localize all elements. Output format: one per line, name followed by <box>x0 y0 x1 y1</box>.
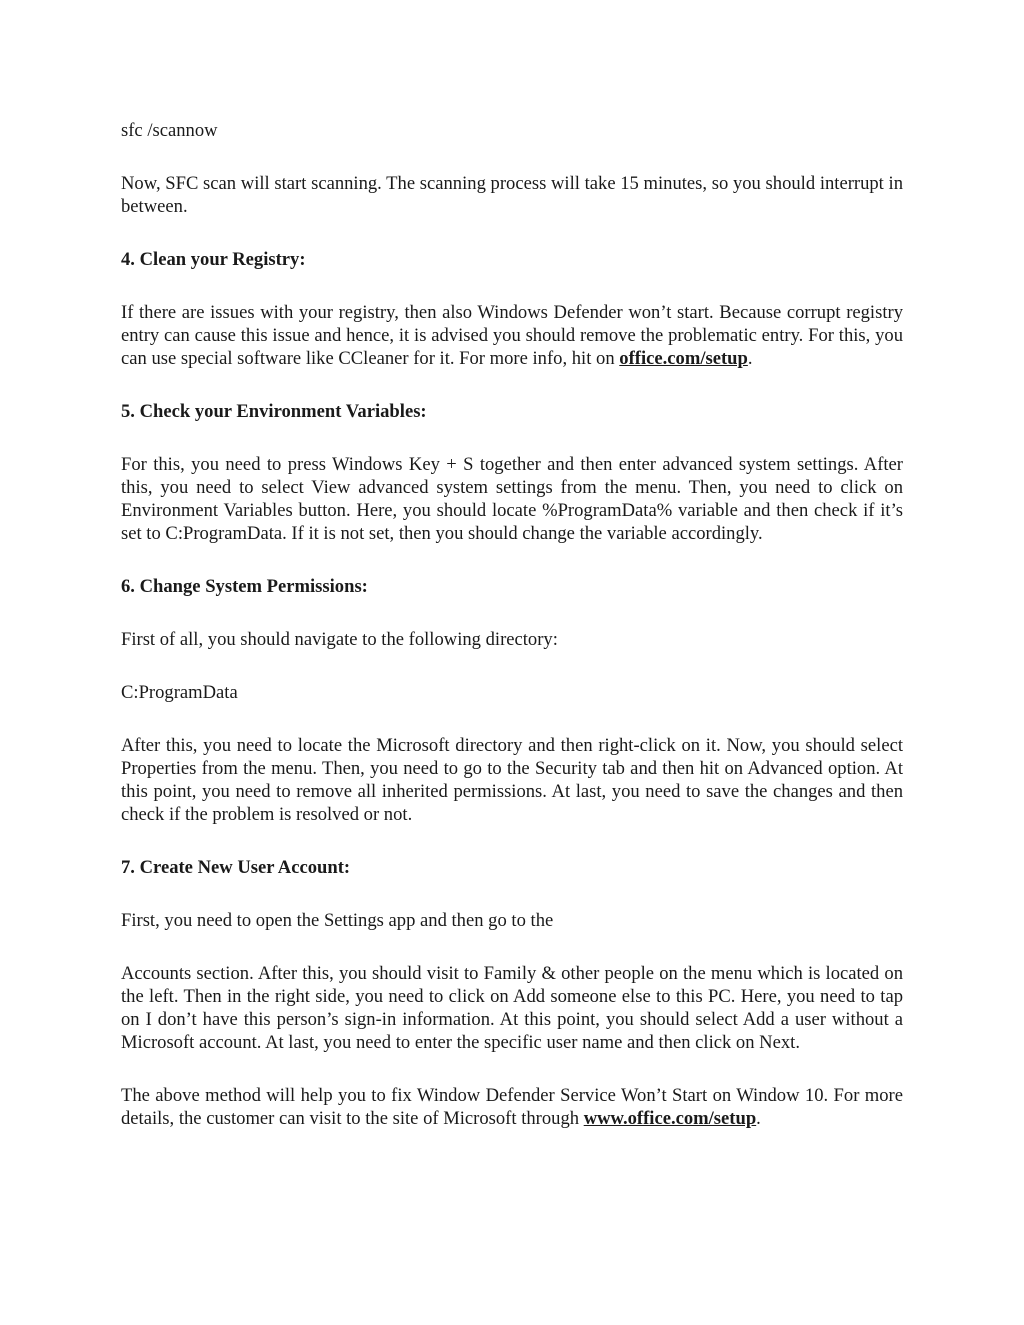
paragraph-accounts: Accounts section. After this, you should visit to Family & other people on the menu which is located on the left. Then in the right side, you need to click on Add someone else to this PC. Here, you need to tap on I don’t have this person’s sign-in information. At this point, you should select Add a user without a Microsoft account. At last, you need to enter the specific user name and then click on Next. <box>121 963 903 1053</box>
heading-system-permissions: 6. Change System Permissions: <box>121 576 368 597</box>
paragraph-environment: For this, you need to press Windows Key + S together and then enter advanced system settings. After this, you need to select View advanced system settings from the menu. Then, you need to click on Environment Variables button. Here, you should locate %ProgramData% variable and then check if it’s set to C:ProgramData. If it is not set, then you should change the variable accordingly. <box>121 454 903 544</box>
heading-environment-variables: 5. Check your Environment Variables: <box>121 401 427 422</box>
paragraph-registry <box>121 301 903 370</box>
heading-new-user-account: 7. Create New User Account: <box>121 857 351 878</box>
document-page <box>121 119 903 1160</box>
paragraph-navigate: First of all, you should navigate to the following directory: <box>121 629 558 650</box>
paragraph-registry-end: . <box>747 348 753 369</box>
paragraph-conclusion <box>121 1084 903 1130</box>
paragraph-settings-app: First, you need to open the Settings app and then go to the <box>121 910 554 931</box>
paragraph-registry-text: If there are issues with your registry, then also Windows Defender won’t start. Because corrupt registry entry can cause this issue and hence, it is advised you should remove the problematic entry. For this, you can use special software like CCleaner for it. For more info, hit on <box>121 302 903 369</box>
paragraph-permissions: After this, you need to locate the Microsoft directory and then right-click on it. Now, you should select Properties from the menu. Then, you need to go to the Security tab and then hit on Advanced option. At this point, you need to remove all inherited permissions. At last, you need to save the changes and then check if the problem is resolved or not. <box>121 735 903 825</box>
heading-clean-registry: 4. Clean your Registry: <box>121 249 306 270</box>
command-text: sfc /scannow <box>121 120 218 141</box>
paragraph-conclusion-end: . <box>756 1108 761 1129</box>
office-setup-link[interactable]: office.com/setup <box>619 348 748 369</box>
paragraph-sfc-scan: Now, SFC scan will start scanning. The scanning process will take 15 minutes, so you should interrupt in between. <box>121 173 903 217</box>
paragraph-conclusion-text: The above method will help you to fix Window Defender Service Won’t Start on Window 10. For more details, the customer can visit to the site of Microsoft through <box>121 1085 903 1129</box>
directory-path: C:ProgramData <box>121 682 238 703</box>
www-office-setup-link[interactable]: www.office.com/setup <box>583 1108 757 1129</box>
